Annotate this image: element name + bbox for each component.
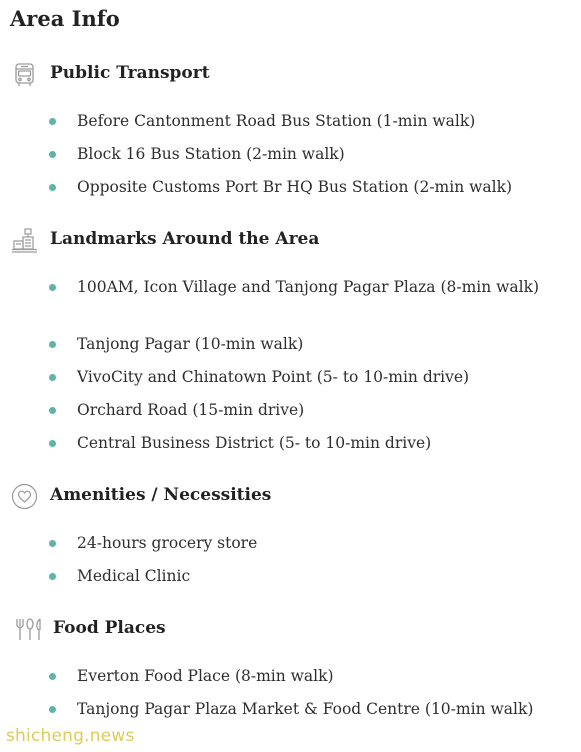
bullet bbox=[49, 673, 56, 680]
bullet bbox=[49, 440, 56, 447]
heart-icon bbox=[11, 483, 38, 510]
bullet bbox=[49, 374, 56, 381]
bullet bbox=[49, 151, 56, 158]
bullet bbox=[49, 184, 56, 191]
bullet bbox=[49, 118, 56, 125]
section-title: Public Transport bbox=[50, 63, 210, 83]
bullet bbox=[49, 407, 56, 414]
section-header bbox=[0, 612, 581, 646]
landmark-icon bbox=[11, 227, 38, 254]
bullet bbox=[49, 706, 56, 713]
cutlery-icon bbox=[14, 616, 46, 643]
section-header bbox=[0, 479, 581, 513]
section-public-transport: Public Transport Before Cantonment Road Bus Station (1-min walk) Block 16 Bus Station (2-min walk) Opposite Customs Port Br HQ Bus Station (2-min walk) bbox=[0, 57, 581, 91]
bullet bbox=[49, 341, 56, 348]
section-food-places: Food Places Everton Food Place (8-min walk) Tanjong Pagar Plaza Market & Food Centre (10-min walk) bbox=[0, 612, 581, 646]
watermark: shicheng.news bbox=[6, 726, 135, 746]
bullet bbox=[49, 540, 56, 547]
section-header bbox=[0, 223, 581, 257]
section-title: Food Places bbox=[53, 618, 166, 638]
section-amenities: Amenities / Necessities 24-hours grocery store Medical Clinic bbox=[0, 479, 581, 513]
section-title: Landmarks Around the Area bbox=[50, 229, 320, 249]
bullet bbox=[49, 284, 56, 291]
bus-icon bbox=[11, 61, 38, 88]
page-title: Area Info bbox=[10, 6, 120, 31]
section-landmarks: Landmarks Around the Area 100AM, Icon Village and Tanjong Pagar Plaza (8-min walk) Tanjong Pagar (10-min walk) VivoCity and Chinatown Point (5- to 10-min drive) Orchard Road (15-min drive) Central Business District (5- to 10-min drive) bbox=[0, 223, 581, 257]
section-header bbox=[0, 57, 581, 91]
section-title: Amenities / Necessities bbox=[50, 485, 272, 505]
bullet bbox=[49, 573, 56, 580]
